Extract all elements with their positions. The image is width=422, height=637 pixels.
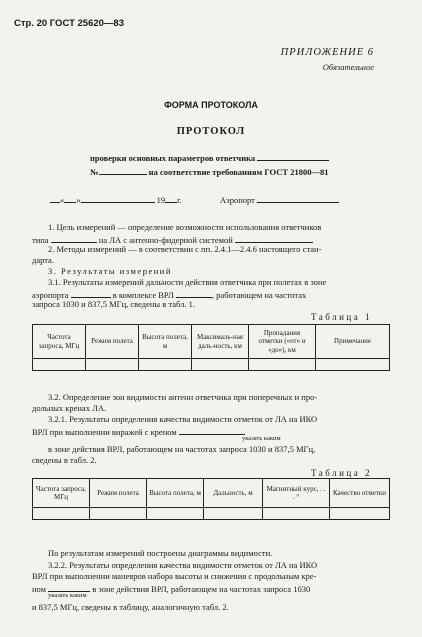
table1-empty-row <box>33 359 390 371</box>
table-2 <box>32 478 390 520</box>
table1-col-dropouts: Пропадания отметки («от» и «до»), км <box>249 325 316 359</box>
para-322b: ВРЛ при выполнении маневров набора высоты и снижения с продольным кре- <box>32 571 317 581</box>
para-32a: 3.2. Определение зон видимости антенн ответчика при поперечных и про- <box>48 392 318 402</box>
appendix-title: ПРИЛОЖЕНИЕ 6 <box>280 47 374 58</box>
table1-label: Таблица 1 <box>311 312 372 322</box>
subtitle-line1: проверки основных параметров ответчика <box>90 151 329 163</box>
para-2b: дарта. <box>32 255 54 265</box>
table1-col-note: Примечание <box>316 325 390 359</box>
page-header: Стр. 20 ГОСТ 25620—83 <box>14 18 125 29</box>
para-321b: ВРЛ при выполнении виражей с креном <box>32 425 245 437</box>
para-321c: в зоне действия ВРЛ, работающем на частотах запроса 1030 и 837,5 МГц, <box>48 444 316 454</box>
subtitle-line2: № на соответствие требованиям ГОСТ 21800—81 <box>90 167 329 177</box>
para-322d: и 837,5 МГц, сведены в таблицу, аналогичную табл. 2. <box>32 602 229 612</box>
para-31a: 3.1. Результаты измерений дальности действия ответчика при полетах в зоне <box>48 277 327 287</box>
table2-col-range: Дальность, м <box>204 479 263 508</box>
table2-label: Таблица 2 <box>311 468 372 478</box>
table2-col-heading: Магнитный курс, . . . ° <box>263 479 330 508</box>
table2-col-altitude: Высота полета, м <box>147 479 204 508</box>
table2-empty-row <box>33 508 390 520</box>
para-2a: 2. Методы измерений — в соответствии с пп. 2.4.1—2.4.6 настоящего стан- <box>48 244 322 254</box>
table2-col-quality: Качество отметки <box>330 479 390 508</box>
hint-321: указать каким <box>242 435 281 442</box>
para-1a: 1. Цель измерений — определение возможности использования ответчиков <box>48 222 322 232</box>
date-line: « » 19 г. Аэропорт <box>50 193 339 205</box>
table1-col-altitude: Высота полета, м <box>139 325 192 359</box>
table1-col-frequency: Частота запроса, МГц <box>33 325 86 359</box>
table1-col-mode: Режим полета <box>86 325 139 359</box>
appendix-status: Обязательное <box>322 62 374 72</box>
table2-col-mode: Режим полета <box>90 479 147 508</box>
para-31c: запроса 1030 и 837,5 МГц, сведены в табл. 1. <box>32 299 195 309</box>
table1-col-max-range: Максималь-ная даль-ность, км <box>192 325 249 359</box>
para-3: 3. Результаты измерений <box>48 266 172 276</box>
form-title: ФОРМА ПРОТОКОЛА <box>164 100 258 110</box>
protocol-title: ПРОТОКОЛ <box>176 126 246 137</box>
para-322c: ном в зоне действия ВРЛ, работающем на частотах запроса 1030 <box>32 584 311 594</box>
hint-322: указать каким <box>48 592 87 599</box>
table-1 <box>32 324 390 371</box>
para-32b: дольных кренах ЛА. <box>32 403 107 413</box>
para-diagrams: По результатам измерений построены диаграммы видимости. <box>48 548 273 558</box>
para-31b: аэропорта в комплексе ВРЛ , работающем на частотах <box>32 290 307 300</box>
table2-header-row <box>33 479 390 508</box>
table2-col-frequency: Частота запроса, МГц <box>33 479 90 508</box>
table1-header-row <box>33 325 390 359</box>
para-1b: типа на ЛА с антенно-фидерной системой <box>32 233 313 245</box>
para-322a: 3.2.2. Результаты определения качества видимости отметок от ЛА на ИКО <box>48 560 318 570</box>
para-321d: сведены в табл. 2. <box>32 455 97 465</box>
para-321a: 3.2.1. Результаты определения качества видимости отметок от ЛА на ИКО <box>48 414 318 424</box>
